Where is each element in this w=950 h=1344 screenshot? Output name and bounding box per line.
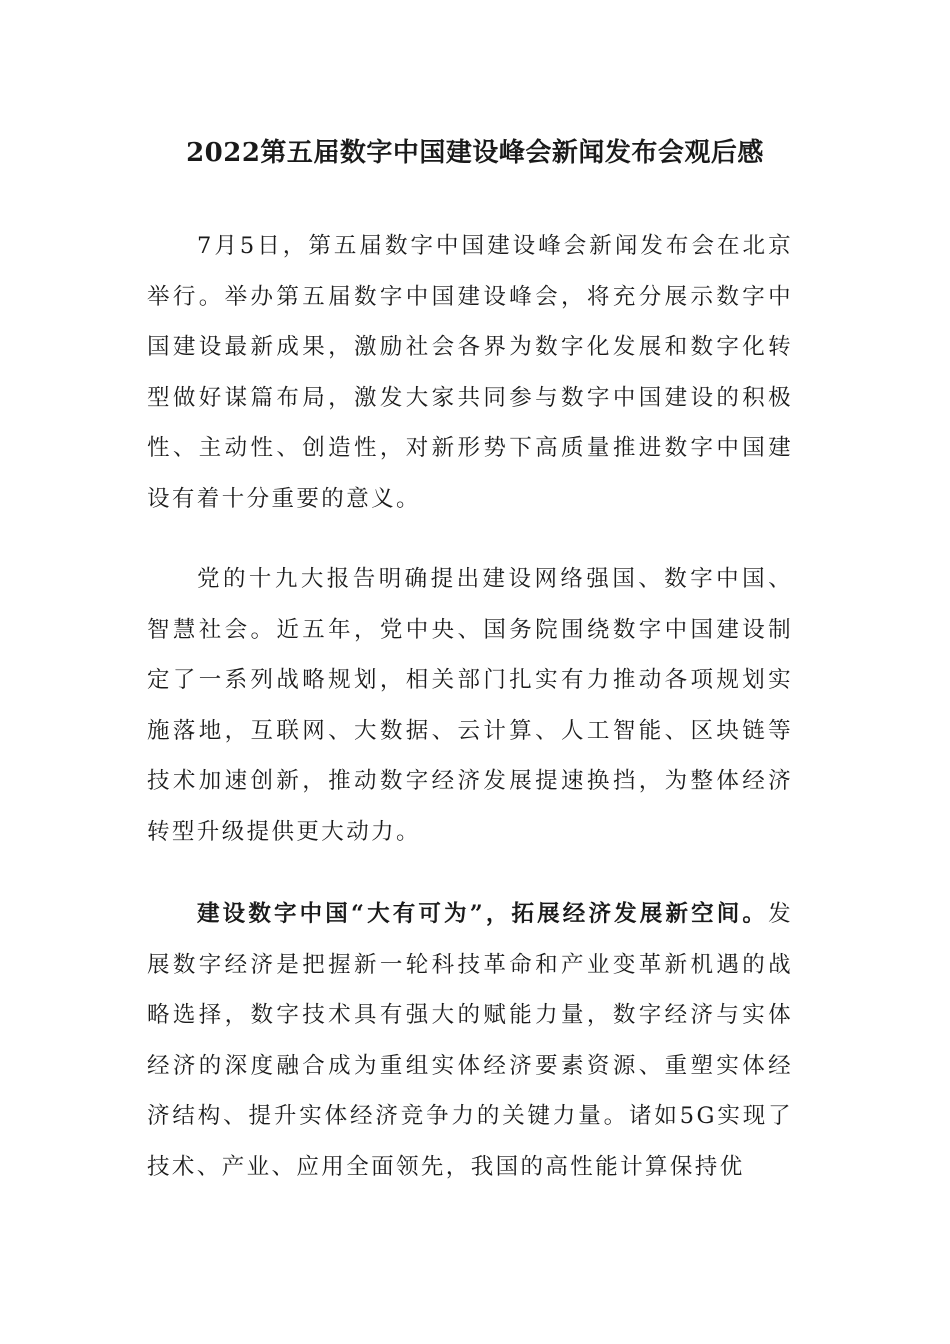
paragraph-1	[147, 221, 793, 524]
paragraph-3-text: 发展数字经济是把握新一轮科技革命和产业变革新机遇的战略选择，数字技术具有强大的赋能力量，数字经济与实体经济的深度融合成为重组实体经济要素资源、重塑实体经济结构、提升实体经济竞争力的关键力量。诸如5G实现了技术、产业、应用全面领先，我国的高性能计算保持优	[147, 901, 793, 1180]
paragraph-2	[147, 554, 793, 857]
document-title: 2022第五届数字中国建设峰会新闻发布会观后感	[186, 138, 764, 168]
paragraph-2-text: 党的十九大报告明确提出建设网络强国、数字中国、智慧社会。近五年，党中央、国务院围绕数字中国建设制定了一系列战略规划，相关部门扎实有力推动各项规划实施落地，互联网、大数据、云计算、人工智能、区块链等技术加速创新，推动数字经济发展提速换挡，为整体经济转型升级提供更大动力。	[147, 566, 793, 845]
paragraph-1-text: 7月5日，第五届数字中国建设峰会新闻发布会在北京举行。举办第五届数字中国建设峰会，将充分展示数字中国建设最新成果，激励社会各界为数字化发展和数字化转型做好谋篇布局，激发大家共同参与数字中国建设的积极性、主动性、创造性，对新形势下高质量推进数字中国建设有着十分重要的意义。	[147, 233, 793, 512]
paragraph-3-lead: 建设数字中国“大有可为”，拓展经济发展新空间。	[197, 901, 769, 927]
paragraph-3	[147, 889, 793, 1192]
